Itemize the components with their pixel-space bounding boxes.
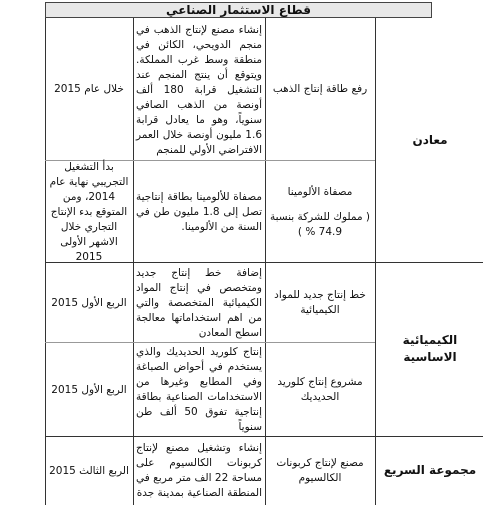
project-description: إنشاء وتشغيل مصنع لإنتاج كربونات الكالسيوم على مساحة 22 الف متر مربع في المنطقة الصناعية بمدينة جدة (136, 442, 262, 499)
project-name: خط إنتاج جديد للمواد الكيميائية (274, 289, 366, 316)
row-rule (45, 342, 375, 343)
completion-date: خلال عام 2015 (54, 82, 124, 95)
completion-date: الربع الأول 2015 (51, 296, 127, 309)
completion-date: الربع الأول 2015 (51, 383, 127, 396)
table-title: قطاع الاستثمار الصناعي (45, 2, 432, 18)
project-description: إضافة خط إنتاج جديد ومتخصص في إنتاج المواد الكيميائية المتخصصة والتي من اهم استخداماتها معالجة اسطح المعادن (136, 266, 262, 339)
completion-date: بدأ التشغيل التجريبي نهاية عام 2014، ومن المتوقع بدء الإنتاج التجاري خلال الاشهر الأولى 2015 (49, 160, 129, 263)
project-description: إنتاج كلوريد الحديديك والذي يستخدم في أحواض الصباغة وفي المطابع وغيرها من الاستخدامات الصناعية بطاقة إنتاجية تفوق 50 ألف طن سنوياً (136, 346, 262, 433)
project-description: مصفاة للألومينا بطاقة إنتاجية تصل إلى 1.8 مليون طن في السنة من الألومينا. (136, 190, 262, 233)
sector-label: معادن (412, 132, 448, 147)
ownership-note: ( مملوك للشركة بنسبة 74.9 % ) (269, 210, 371, 238)
project-name: رفع طاقة إنتاج الذهب (272, 82, 368, 95)
completion-date: الربع الثالث 2015 (49, 464, 129, 477)
project-name: مصفاة الألومينا (287, 185, 353, 198)
project-name: مصنع لإنتاج كربونات الكالسيوم (276, 457, 364, 484)
project-name: مشروع إنتاج كلوريد الحديديك (277, 376, 363, 403)
project-cell (268, 162, 372, 262)
project-description: إنشاء مصنع لإنتاج الذهب في منجم الدويحي، الكائن في منطقة وسط غرب المملكة. ويتوقع أن ينتج المنجم عند التشغيل قرابة 180 ألف أونصة من الذهب الصافي سنوياً، وهو ما يعادل قرابة 1.6 مليون أونصة خلال العمر الافتراضي الأولي للمنجم (136, 23, 263, 156)
sector-label: مجموعة السريع (383, 463, 477, 477)
sector-label: الكيميائية الاساسية (402, 333, 458, 364)
